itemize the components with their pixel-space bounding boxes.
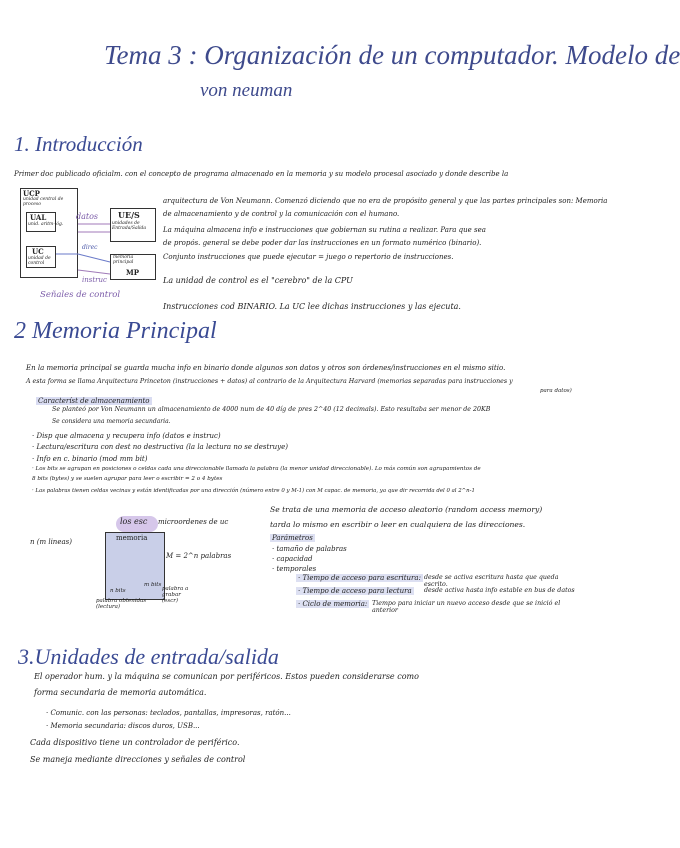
es-label: UE/S — [118, 210, 140, 220]
ual-label: UAL — [30, 213, 47, 222]
es-sub: unidades de Entrada/Salida — [112, 221, 147, 231]
t1-text: desde se activa escritura hasta que queda escrito. — [424, 574, 559, 588]
intro-p8: Instrucciones cod BINARIO. La UC lee dichas instrucciones y las ejecuta. — [163, 302, 461, 311]
es-p3: Cada dispositivo tiene un controlador de periférico. — [30, 738, 240, 747]
mem-p3: Se planteó por Von Neumann un almacenamiento de 4000 num de 40 díg de pres 2^40 (12 decimals). Esto resultaba ser menor de 20KB — [52, 406, 491, 413]
mem-top-label: los esc — [120, 517, 148, 526]
ram-text2: tarda lo mismo en escribir o leer en cualquiera de las direcciones. — [270, 520, 526, 529]
mem-m-label: M = 2^n palabras — [166, 552, 232, 560]
intro-p6: Conjunto instrucciones que puede ejecutar = juego o repertorio de instrucciones. — [163, 253, 454, 261]
mem-p3b: Se considera una memoria secundaria. — [52, 418, 171, 425]
mem-b5: · Las palabras tienen celdas vecinas y están identificadas por una dirección (número entre 0 y M-1) con M capac. de memoria, ya que dir recorrida del 0 al 2^n-1 — [32, 488, 475, 494]
ram-text: Se trata de una memoria de acceso aleatorio (random access memory) — [270, 505, 543, 514]
mem-b4: · Los bits se agrupan en posiciones o celdas cada una direccionable llamada la palabra (la menor unidad direccionable). Lo más común son agrupamientos de — [32, 466, 481, 472]
intro-text: Primer doc publicado oficialm. con el concepto de programa almacenado en la memoria y su modelo procesal asociado y donde describe la — [14, 170, 509, 178]
intro-p7: La unidad de control es el "cerebro" de la CPU — [163, 276, 353, 285]
t3-text: Tiempo para iniciar un nuevo acceso desde que se inició el anterior — [372, 600, 561, 614]
mp-label: MP — [126, 268, 140, 277]
section-heading-es: 3.Unidades de entrada/salida — [18, 644, 279, 669]
datos-label: datos — [76, 212, 99, 221]
mem-cells-label: microordenes de uc — [158, 518, 229, 526]
t3-label: · Ciclo de memoria: — [298, 600, 368, 608]
t2-text: desde activa hasta info estable en bus de datos — [424, 587, 575, 594]
mem-p2: A esta forma se llama Arquitectura Princeton (instrucciones + datos) al contrario de la Arquitectura Harvard (memorias separadas para instrucciones y — [26, 378, 513, 385]
page-title: Tema 3 : Organización de un computador. Modelo de — [104, 40, 680, 70]
es-b2: · Memoria secundaria: discos duros, USB... — [46, 722, 200, 730]
mem-p2b: para datos) — [540, 388, 572, 394]
mem-grabar: palabra a grabar (escr) — [162, 586, 189, 604]
es-b1: · Comunic. con las personas: teclados, pantallas, impresoras, ratón... — [46, 709, 291, 717]
es-p1: El operador hum. y la máquina se comunican por periféricos. Estos pueden considerarse como — [34, 672, 419, 681]
param-b: · capacidad — [272, 555, 313, 563]
caract-heading: Característ de almacenamiento — [38, 397, 150, 405]
diagram-arrows — [20, 188, 158, 288]
mem-b1: · Disp que almacena y recupera info (datos e instruc) — [32, 432, 221, 440]
mem-label: memoria — [116, 534, 148, 542]
mem-mbits: m bits — [144, 582, 162, 588]
mem-p1: En la memoria principal se guarda mucha info en binario donde algunos son datos y otros son órdenes/instrucciones en el mismo sitio. — [26, 364, 506, 372]
es-p4: Se maneja mediante direcciones y señales de control — [30, 755, 246, 764]
mem-n-label: n (m lineas) — [30, 538, 72, 546]
param-c: · temporales — [272, 565, 317, 573]
page-title-line2: von neuman — [200, 80, 293, 101]
intro-p4: La máquina almacena info e instrucciones que gobiernan su rutina a realizar. Para que sea — [163, 226, 486, 234]
mem-b4b: 8 bits (bytes) y se suelen agrupar para leer o escribir = 2 o 4 bytes — [32, 476, 223, 482]
mem-b2: · Lectura/escritura con dest no destructiva (la la lectura no se destruye) — [32, 443, 288, 451]
intro-p5: de propós. general se debe poder dar las instrucciones en un formato numérico (binario). — [163, 239, 482, 247]
t1-label: · Tiempo de acceso para escritura: — [298, 574, 421, 582]
ual-sub: unid. aritm-lóg. — [28, 222, 64, 227]
intro-p2: arquitectura de Von Neumann. Comenzó diciendo que no era de propósito general y que las partes principales son: Memoria — [163, 197, 608, 205]
mem-b3: · Info en c. binario (mod mm bit) — [32, 455, 148, 463]
section-heading-memoria: 2 Memoria Principal — [14, 318, 217, 344]
uc-sub: unidad de control — [28, 256, 51, 266]
mp-sub: memoria principal — [113, 255, 134, 265]
instruc-label: instruc — [82, 276, 107, 284]
uc-label: UC — [32, 247, 44, 256]
direc-label: direc — [82, 244, 98, 251]
intro-p3: de almacenamiento y de control y la comunicación con el humano. — [163, 210, 400, 218]
param-a: · tamaño de palabras — [272, 545, 347, 553]
ucp-sub: unidad central de proceso — [23, 197, 64, 207]
es-p2: forma secundaria de memoria automática. — [34, 688, 207, 697]
ucp-label: UCP — [23, 189, 40, 198]
von-neumann-diagram — [20, 188, 158, 300]
mem-palabra: palabra obtenidas (lectura) — [96, 598, 147, 610]
t2-label: · Tiempo de acceso para lectura — [298, 587, 412, 595]
senales-caption: Señales de control — [40, 290, 121, 300]
section-heading-introduccion: 1. Introducción — [14, 132, 143, 156]
param-heading: Parámetros — [272, 534, 313, 542]
mem-nbits: n bits — [110, 588, 126, 594]
memory-diagram — [30, 512, 255, 622]
